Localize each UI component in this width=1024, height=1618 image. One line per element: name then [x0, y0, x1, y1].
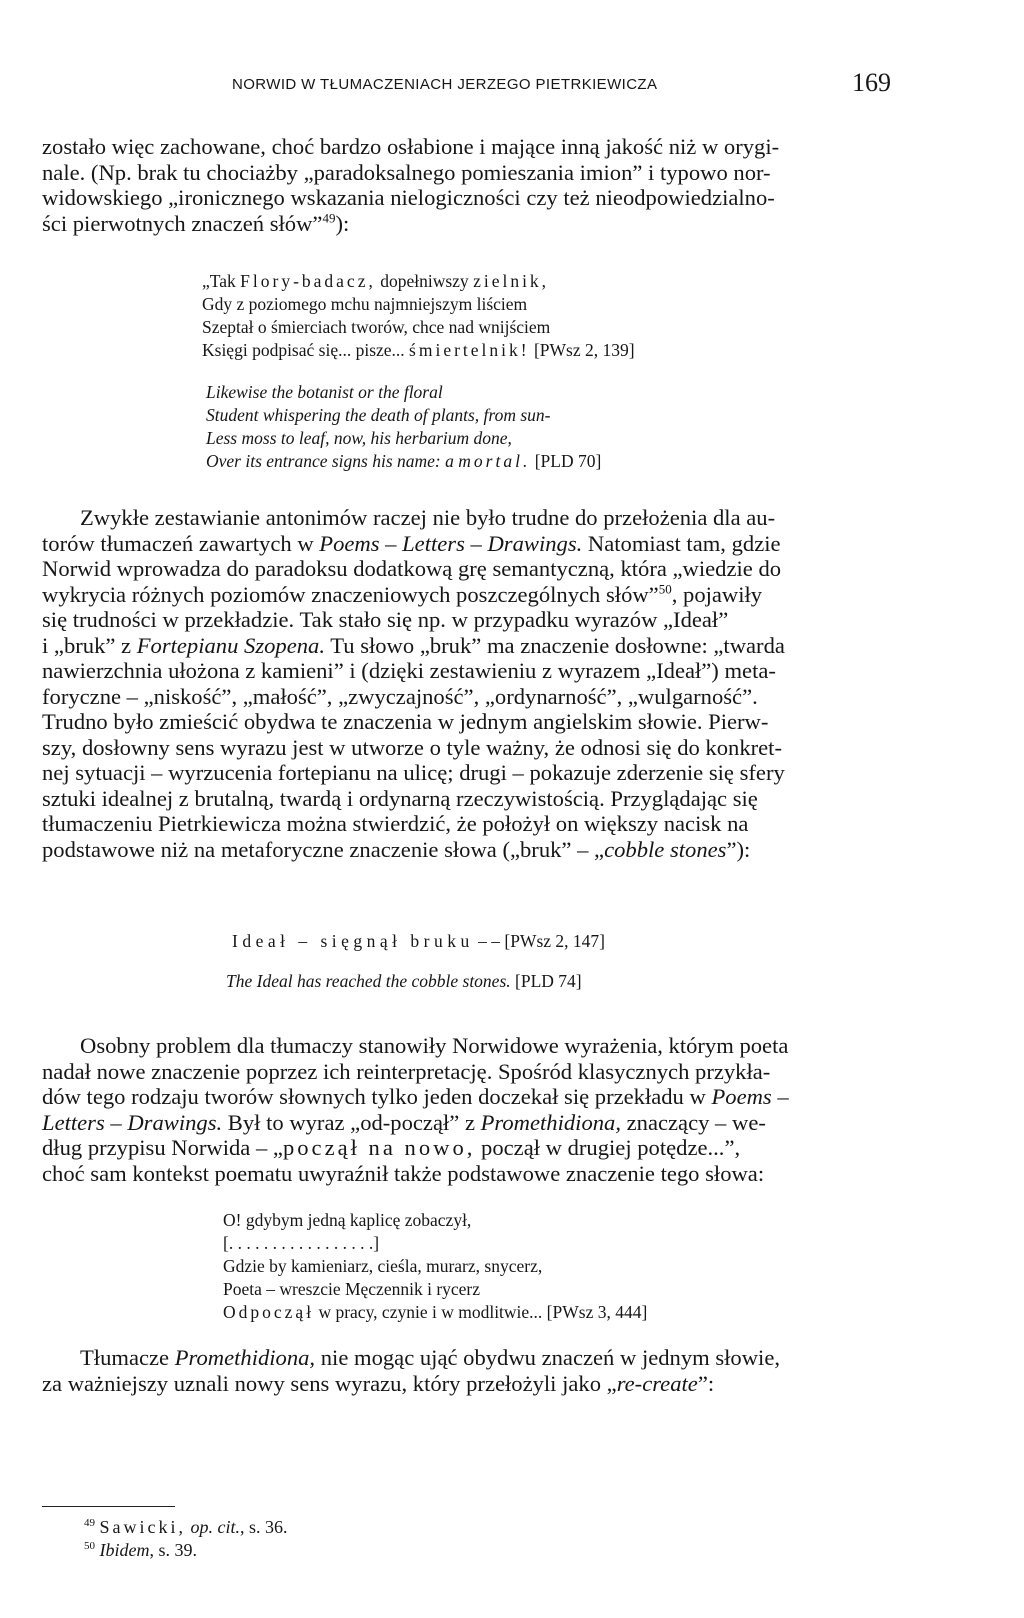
verse-line: Gdzie by kamieniarz, cieśla, murarz, snycerz, [223, 1256, 543, 1276]
text-line [42, 1135, 917, 1161]
text-line [42, 1110, 917, 1136]
footnote-author: Sawicki, [99, 1517, 186, 1537]
work-title: Poems – [711, 1084, 789, 1109]
text-span: The Ideal has reached the cobble stones. [226, 971, 511, 991]
text-line: Trudno było zmieścić obydwa te znaczenia w jednym angielskim słowie. Pierw- [42, 709, 769, 734]
text-line [42, 582, 917, 608]
verse-line: Likewise the botanist or the floral [206, 382, 443, 402]
text-line: foryczne – „niskość”, „małość”, „zwyczajność”, „ordynarność”, „wulgarność”. [42, 683, 758, 709]
paragraph-3 [42, 1033, 917, 1186]
page-number: 169 [852, 68, 891, 97]
text-span: za ważniejszy uznali nowy sens wyrazu, który przełożyli jako „ [42, 1370, 617, 1396]
spaced-text: zielnik, [473, 271, 550, 291]
text-line: się trudności w przekładzie. Tak stało się np. w przypadku wyrazów „Ideał” [42, 607, 729, 632]
verse-line [202, 339, 635, 362]
verse-quote-ideal-english [226, 970, 582, 993]
footnote-number: 49 [84, 1517, 95, 1529]
text-line [42, 211, 917, 237]
text-line: nawierzchnia ułożona z kamieni” i (dzięki zestawieniu z wyrazem „Ideał”) meta- [42, 658, 776, 683]
text-span: i „bruk” z [42, 632, 137, 658]
text-line: zostało więc zachowane, choć bardzo osłabione i mające inną jakość niż w orygi- [42, 134, 780, 159]
work-title: Fortepianu Szopena. [136, 632, 325, 658]
paragraph-1 [42, 134, 917, 236]
verse-line [223, 1301, 647, 1324]
verse-quote-ideal [232, 930, 605, 953]
running-title: NORWID W TŁUMACZENIACH JERZEGO PIETRKIEWICZA [232, 76, 658, 93]
text-line: choć sam kontekst poematu uwyraźnił także podstawowe znaczenie tego słowa: [42, 1160, 765, 1186]
text-span: Natomiast tam, gdzie [582, 530, 781, 556]
text-span: w pracy, czynie i w modlitwie... [PWsz 3, 444] [314, 1302, 648, 1322]
text-line [42, 837, 917, 863]
text-span: Tłumacze [80, 1345, 175, 1370]
text-line: nej sytuacji – wyrzucenia fortepianu na ulicę; drugi – pokazuje zderzenie się sfery [42, 760, 785, 785]
spaced-text: Ideał – sięgnął bruku [232, 931, 474, 951]
footnote-number: 50 [84, 1540, 95, 1552]
text-line: sztuki idealnej z brutalną, twardą i ordynarną rzeczywistością. Przyglądając się [42, 785, 758, 811]
english-term: cobble stones [604, 836, 727, 862]
work-title: Promethidiona, [480, 1109, 621, 1135]
text-line: nadał nowe znaczenie poprzez ich reinterpretację. Spośród klasycznych przykła- [42, 1058, 771, 1084]
work-title: Letters – Drawings. [42, 1109, 223, 1135]
footnote-ref-text: op. cit. [190, 1517, 240, 1537]
english-term: re-create [616, 1370, 698, 1396]
footnote-ref-49[interactable]: 49 [322, 209, 336, 225]
citation: [PLD 74] [510, 971, 582, 991]
text-span: ”: [697, 1370, 715, 1396]
verse-line [232, 930, 605, 953]
text-span: nie mogąc ująć obydwu znaczeń w jednym słowie, [315, 1345, 780, 1370]
footnote-page: , s. 36. [240, 1517, 288, 1537]
text-span: Księgi podpisać się... pisze... [202, 340, 410, 360]
spaced-text: Odpoczął [223, 1302, 315, 1322]
footnote-ref-50[interactable]: 50 [658, 580, 672, 596]
footnote-50 [84, 1540, 197, 1561]
verse-line [206, 450, 601, 473]
spaced-text: mortal. [458, 451, 531, 471]
text-span: Tu słowo „bruk” ma znaczenie dosłowne: „twarda [325, 632, 785, 658]
text-span: dopełniwszy [375, 271, 474, 291]
text-span: Był to wyraz „od-począł” z [222, 1109, 481, 1135]
text-line: Norwid wprowadza do paradoksu dodatkową grę semantyczną, która „wiedzie do [42, 556, 782, 581]
footnote-page: , s. 39. [149, 1540, 197, 1560]
text-span: znaczący – we- [621, 1109, 766, 1135]
verse-quote-english-1 [206, 381, 601, 473]
text-span: dów tego rodzaju tworów słownych tylko jeden doczekał się przekładu w [42, 1084, 712, 1109]
spaced-text: Flory-badacz, [240, 271, 376, 291]
text-line: tłumaczeniu Pietrkiewicza można stwierdzić, że położył on większy nacisk na [42, 811, 749, 836]
verse-line: Student whispering the death of plants, from sun- [206, 405, 551, 425]
work-title: Poems – Letters – Drawings. [319, 530, 583, 556]
text-span: Over its entrance signs his name: a [206, 451, 459, 471]
verse-line: Poeta – wreszcie Męczennik i rycerz [223, 1279, 481, 1299]
verse-line [202, 270, 635, 293]
verse-line: O! gdybym jedną kaplicę zobaczył, [223, 1210, 472, 1230]
work-title: Promethidiona, [174, 1345, 316, 1370]
verse-line: Gdy z poziomego mchu najmniejszym liściem [202, 294, 528, 314]
verse-quote-promethidion [223, 1209, 647, 1324]
text-span: torów tłumaczeń zawartych w [42, 530, 320, 556]
paragraph-2 [42, 505, 917, 862]
footnote-ref-text: Ibidem [99, 1540, 150, 1560]
text-span: dług przypisu Norwida – „ [42, 1135, 283, 1160]
verse-line: Less moss to leaf, now, his herbarium done, [206, 428, 512, 448]
text-span: ści pierwotnych znaczeń słów” [42, 210, 323, 236]
text-line [42, 1084, 917, 1110]
citation: [PWsz 2, 139] [529, 340, 635, 360]
footnote-49 [84, 1517, 288, 1538]
text-line [42, 1345, 917, 1371]
citation: [PLD 70] [530, 451, 602, 471]
text-span: począł w drugiej potędze...”, [475, 1135, 741, 1160]
text-line: Osobny problem dla tłumaczy stanowiły Norwidowe wyrażenia, którym poeta [80, 1033, 789, 1058]
footnote-divider [42, 1506, 175, 1507]
spaced-text: począł na nowo, [282, 1135, 476, 1160]
text-line: Zwykłe zestawianie antonimów raczej nie było trudne do przełożenia dla au- [80, 505, 776, 530]
text-line: nale. (Np. brak tu chociażby „paradoksalnego pomieszania imion” i typowo nor- [42, 159, 771, 185]
text-line: widowskiego „ironicznego wskazania nielogiczności czy też nieodpowiedzialno- [42, 185, 775, 210]
text-span: wykrycia różnych poziomów znaczeniowych poszczególnych słów” [42, 581, 659, 607]
citation: – – [PWsz 2, 147] [473, 931, 605, 951]
verse-line [226, 970, 582, 993]
text-span: ”): [726, 836, 751, 862]
text-span: , pojawiły [671, 581, 763, 607]
verse-line: Szeptał o śmierciach tworów, chce nad wnijściem [202, 317, 551, 337]
verse-quote-polish-1 [202, 270, 635, 362]
text-line [42, 531, 917, 557]
text-line [42, 633, 917, 659]
spaced-text: śmiertelnik! [409, 340, 530, 360]
text-span: podstawowe niż na metaforyczne znaczenie słowa („bruk” – „ [42, 836, 605, 862]
text-span: ): [335, 210, 350, 236]
text-line [42, 1371, 917, 1397]
text-span: „Tak [202, 271, 241, 291]
verse-line: [. . . . . . . . . . . . . . . . .] [223, 1233, 380, 1253]
text-line: szy, dosłowny sens wyrazu jest w utworze o tyle ważny, że odnosi się do konkret- [42, 734, 782, 760]
paragraph-4 [42, 1345, 917, 1396]
